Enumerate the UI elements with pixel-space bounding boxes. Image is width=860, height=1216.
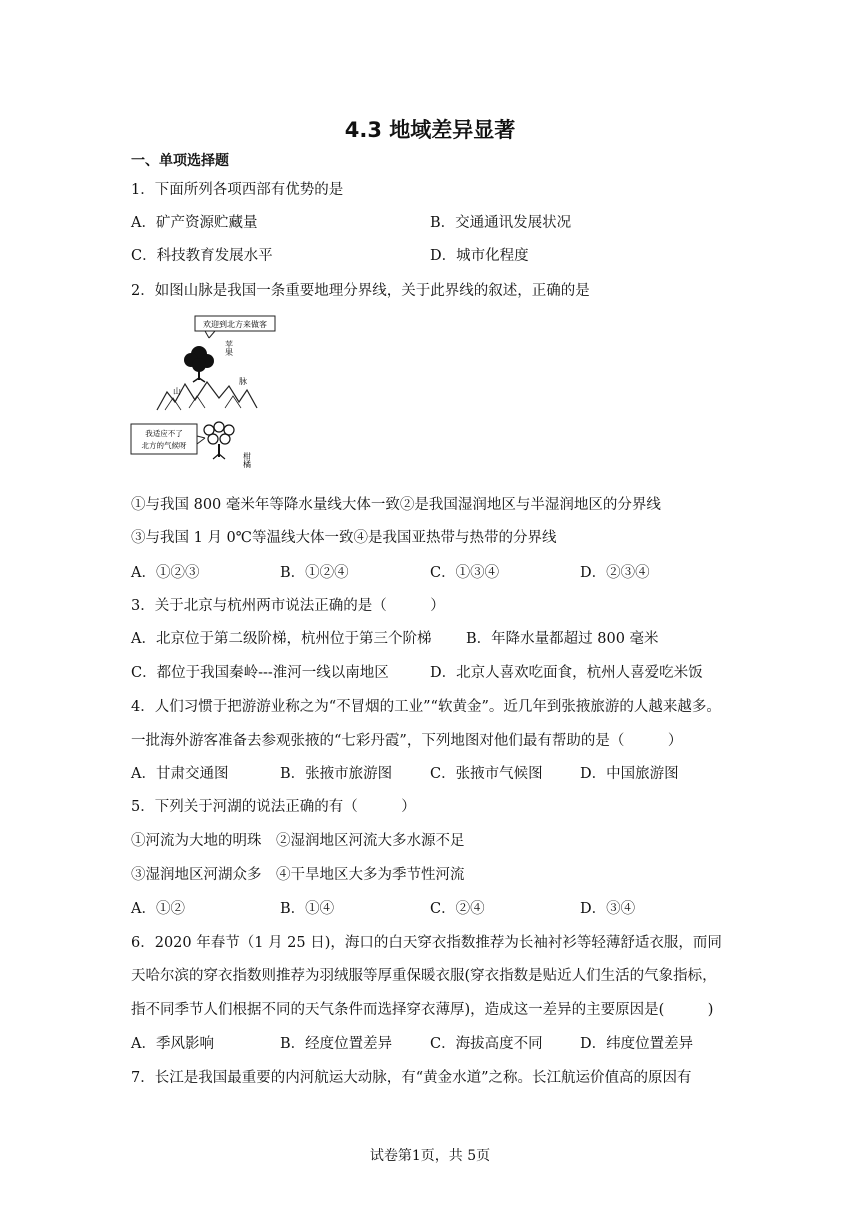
question-4-stem-line1: 4．人们习惯于把游游业称之为“不冒烟的工业”“软黄金”。近几年到张掖旅游的人越来越多。 (131, 699, 721, 715)
q6-option-c: C．海拔高度不同 (430, 1036, 543, 1052)
mountain-label-left: 山 (173, 387, 181, 396)
q1-option-d: D．城市化程度 (430, 248, 529, 264)
q5-option-a: A．①② (131, 901, 185, 917)
q2-option-b: B．①②④ (280, 565, 349, 581)
bottom-bubble-line2: 北方的气候呀 (141, 441, 187, 450)
q2-option-d: D．②③④ (580, 565, 650, 581)
q3-option-b: B．年降水量都超过 800 毫米 (466, 631, 659, 647)
q5-option-d: D．③④ (580, 901, 636, 917)
mountain-label-right: 脉 (239, 377, 247, 386)
question-6-stem-line3: 指不同季节人们根据不同的天气条件而选择穿衣薄厚)，造成这一差异的主要原因是( ) (131, 1002, 714, 1018)
question-6-stem-line1: 6．2020 年春节（1 月 25 日)，海口的白天穿衣指数推荐为长袖衬衫等轻薄舒适衣服，而同 (131, 935, 722, 951)
question-5-stem: 5．下列关于河湖的说法正确的有（ ） (131, 799, 416, 815)
page-footer: 试卷第1页，共 5页 (369, 1148, 491, 1164)
q5-statement-2: ③湿润地区河湖众多 ④干旱地区大多为季节性河流 (131, 867, 465, 883)
mountain-range-icon (157, 382, 257, 410)
question-7-stem: 7．长江是我国最重要的内河航运大动脉，有“黄金水道”之称。长江航运价值高的原因有 (131, 1070, 692, 1086)
q2-option-c: C．①③④ (430, 565, 500, 581)
q2-statement-2: ③与我国 1 月 0℃等温线大体一致④是我国亚热带与热带的分界线 (131, 530, 557, 546)
q1-option-a: A．矿产资源贮藏量 (131, 215, 258, 231)
top-speech-bubble (195, 316, 275, 338)
apple-tree-icon (184, 346, 214, 382)
apple-label: 苹果 (224, 340, 234, 356)
q3-option-a: A．北京位于第二级阶梯，杭州位于第三个阶梯 (131, 631, 432, 647)
q4-option-b: B．张掖市旅游图 (280, 766, 393, 782)
q2-option-a: A．①②③ (131, 565, 200, 581)
question-4-stem-line2: 一批海外游客准备去参观张掖的“七彩丹霞”，下列地图对他们最有帮助的是（ ） (131, 733, 683, 749)
top-bubble-text: 欢迎到北方来做客 (203, 320, 267, 329)
q2-statement-1: ①与我国 800 毫米年等降水量线大体一致②是我国湿润地区与半湿润地区的分界线 (131, 497, 661, 513)
question-3-stem: 3．关于北京与杭州两市说法正确的是（ ） (131, 598, 445, 614)
question-6-stem-line2: 天哈尔滨的穿衣指数则推荐为羽绒服等厚重保暖衣服(穿衣指数是贴近人们生活的气象指标， (131, 968, 717, 984)
q4-option-a: A．甘肃交通图 (131, 766, 229, 782)
q5-option-c: C．②④ (430, 901, 485, 917)
section-heading: 一、单项选择题 (131, 153, 229, 169)
q6-option-b: B．经度位置差异 (280, 1036, 393, 1052)
q4-option-d: D．中国旅游图 (580, 766, 679, 782)
q6-option-d: D．纬度位置差异 (580, 1036, 694, 1052)
q1-option-b: B．交通通讯发展状况 (430, 215, 572, 231)
orange-label: 柑橘 (242, 452, 252, 468)
q3-option-c: C．都位于我国秦岭---淮河一线以南地区 (131, 665, 389, 681)
orange-tree-icon (204, 422, 234, 459)
q6-option-a: A．季风影响 (131, 1036, 214, 1052)
q5-statement-1: ①河流为大地的明珠 ②湿润地区河流大多水源不足 (131, 833, 465, 849)
bottom-bubble-line1: 我适应不了 (145, 429, 183, 438)
page-title: 4.3 地域差异显著 (344, 118, 516, 142)
q4-option-c: C．张掖市气候图 (430, 766, 543, 782)
q3-option-d: D．北京人喜欢吃面食，杭州人喜爱吃米饭 (430, 665, 703, 681)
question-2-stem: 2．如图山脉是我国一条重要地理分界线，关于此界线的叙述，正确的是 (131, 283, 590, 299)
mountain-boundary-figure (129, 312, 279, 484)
question-1-stem: 1．下面所列各项西部有优势的是 (131, 182, 344, 198)
q1-option-c: C．科技教育发展水平 (131, 248, 273, 264)
q5-option-b: B．①④ (280, 901, 335, 917)
bottom-speech-bubble (131, 424, 205, 454)
